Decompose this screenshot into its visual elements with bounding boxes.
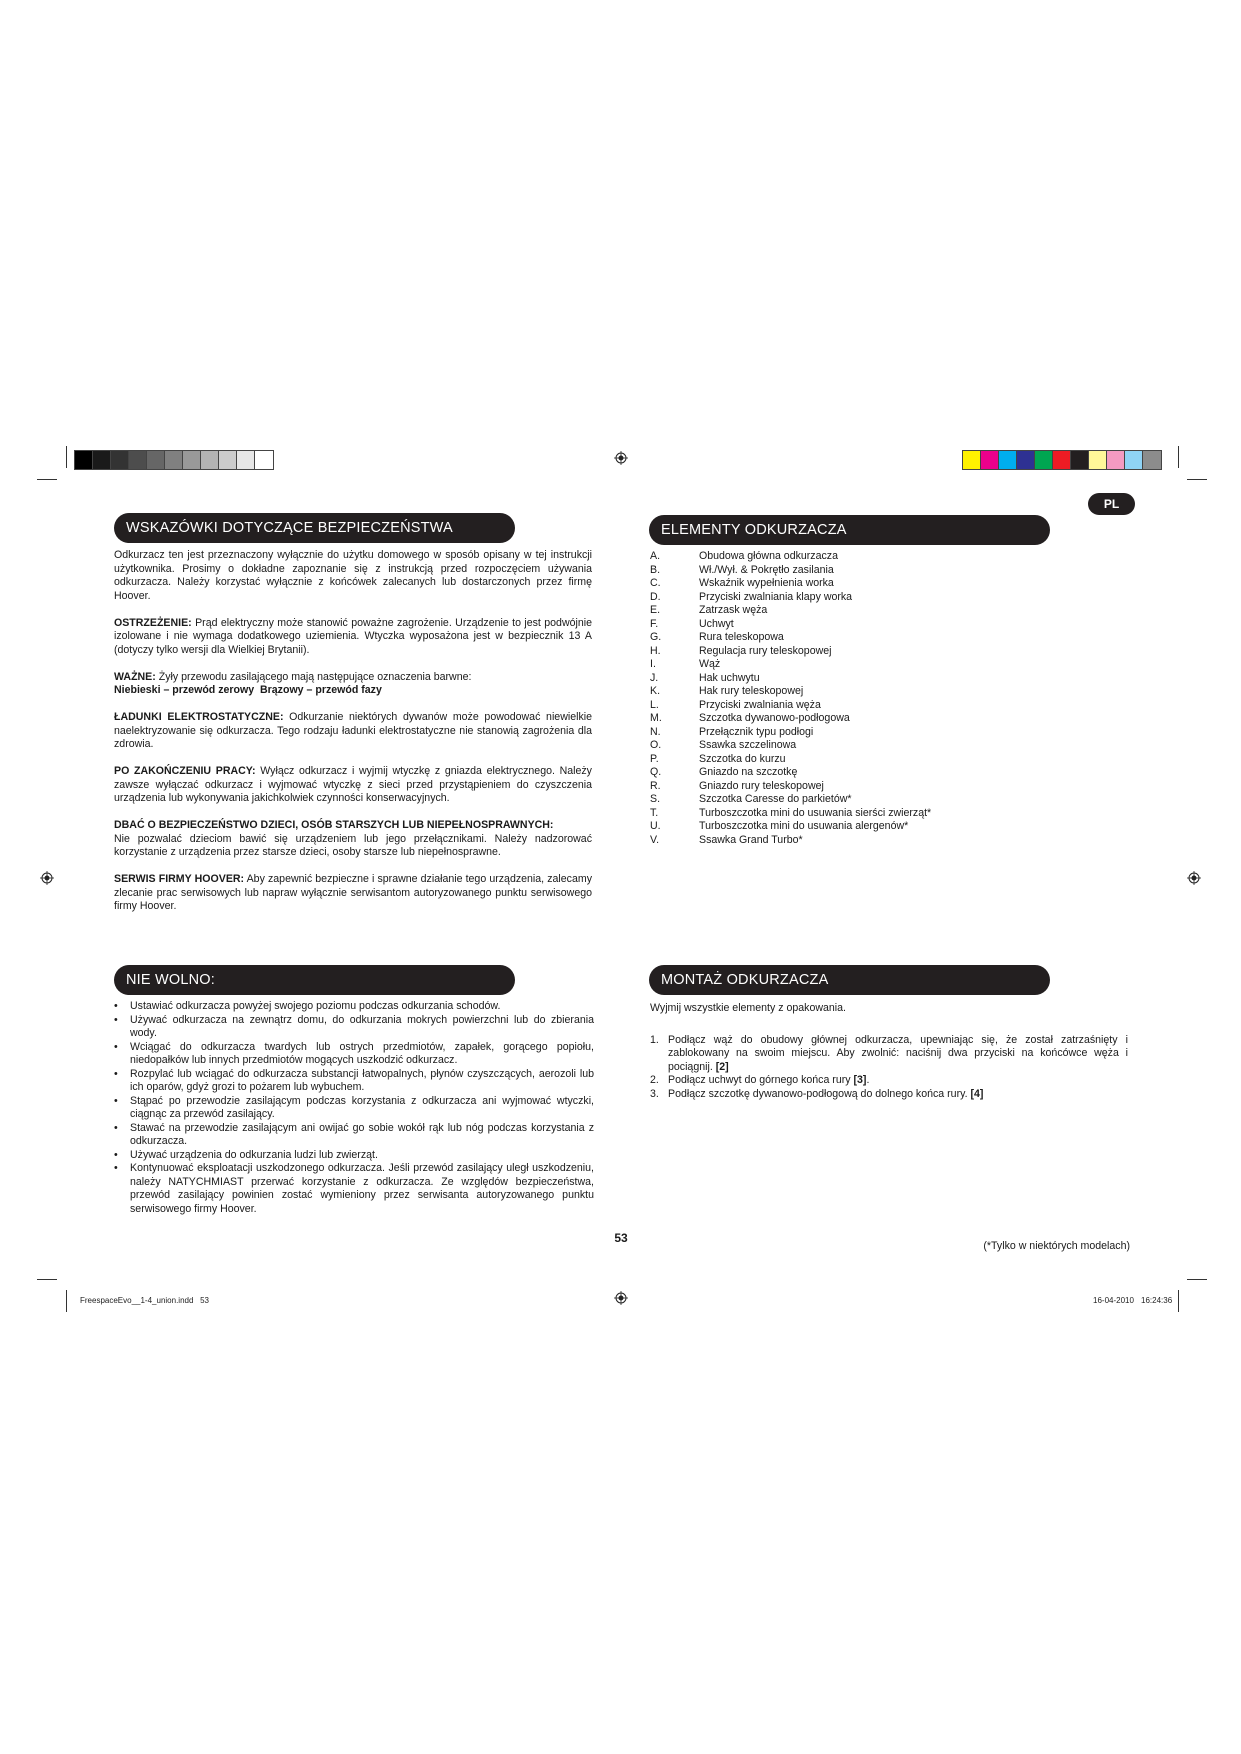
color-swatch <box>981 451 999 469</box>
component-letter: L. <box>650 698 659 711</box>
bullet-icon: • <box>114 1040 118 1053</box>
color-swatch <box>1143 451 1161 469</box>
component-letter: S. <box>650 793 661 805</box>
component-name: Obudowa główna odkurzacza <box>699 550 838 562</box>
crop-mark <box>66 1290 67 1312</box>
component-letter: K. <box>650 685 661 697</box>
component-letter: F. <box>650 617 659 630</box>
components-list <box>650 550 1090 847</box>
figure-reference: [3] <box>853 1074 867 1086</box>
component-item <box>650 577 1090 591</box>
component-name: Hak uchwytu <box>699 671 760 684</box>
component-item <box>650 591 1090 605</box>
component-item <box>650 658 1090 672</box>
color-swatch <box>1035 451 1053 469</box>
component-name: Wł./Wył. & Pokrętło zasilania <box>699 563 834 576</box>
component-item <box>650 753 1090 767</box>
wire-colors: Niebieski – przewód zerowy Brązowy – przewód fazy <box>114 684 382 696</box>
file-info: FreespaceEvo__1-4_union.indd 53 <box>80 1296 209 1305</box>
component-letter: V. <box>650 833 660 846</box>
print-date: 16-04-2010 <box>1093 1296 1134 1305</box>
component-item <box>650 834 1090 848</box>
figure-reference: [4] <box>970 1087 984 1100</box>
forbidden-item <box>114 1149 594 1163</box>
figure-reference: [2] <box>715 1060 729 1073</box>
step-number: 2. <box>650 1074 659 1086</box>
color-swatch <box>999 451 1017 469</box>
component-item <box>650 780 1090 794</box>
component-letter: A. <box>650 550 661 562</box>
component-letter: D. <box>650 590 661 603</box>
forbidden-item <box>114 1162 594 1216</box>
bullet-icon: • <box>114 1013 118 1026</box>
assembly-text <box>650 1002 1128 1101</box>
gray-swatch <box>219 451 237 469</box>
gray-swatch <box>255 451 273 469</box>
component-name: Regulacja rury teleskopowej <box>699 644 832 657</box>
step-tail: . <box>866 1074 870 1086</box>
grayscale-swatch-bar <box>74 450 274 470</box>
bullet-icon: • <box>114 1067 118 1080</box>
component-item <box>650 672 1090 686</box>
component-letter: B. <box>650 563 661 576</box>
forbidden-item-text: Używać urządzenia do odkurzania ludzi lub zwierząt. <box>130 1148 378 1161</box>
color-swatch <box>1125 451 1143 469</box>
forbidden-item <box>114 1068 594 1095</box>
page-number: 53 <box>614 1231 628 1245</box>
bullet-icon: • <box>114 1148 118 1161</box>
component-item <box>650 726 1090 740</box>
component-item <box>650 793 1090 807</box>
forbidden-list <box>114 1000 594 1216</box>
forbidden-item-text: Kontynuować eksploatacji uszkodzonego odkurzacza. Jeśli przewód zasilający uległ uszkodzeniu, należy NATYCHMIAST przerwać korzystanie z odkurzacza. Ze względów bezpieczeństwa, przewód zasilający powinien zostać wymieniony przez serwisanta autoryzowanego punktu serwisowego firmy Hoover. <box>130 1162 594 1215</box>
component-item <box>650 807 1090 821</box>
gray-swatch <box>111 451 129 469</box>
component-item <box>650 685 1090 699</box>
component-letter: G. <box>650 631 662 643</box>
bullet-icon: • <box>114 1162 118 1174</box>
after-use-text: Wyłącz odkurzacz i wyjmij wtyczkę z gniazda elektrycznego. Należy zawsze wyłączać odkurzacz i wyjmować wtyczkę z sieci przed przystąpieniem do czyszczenia urządzenia lub wykonywania jakichkolwiek czynności konserwacyjnych. <box>114 765 592 804</box>
forbidden-item <box>114 1122 594 1149</box>
color-swatch <box>1071 451 1089 469</box>
assembly-step <box>650 1074 1128 1088</box>
component-letter: M. <box>650 712 662 724</box>
component-name: Szczotka do kurzu <box>699 752 786 765</box>
service-paragraph <box>114 873 592 914</box>
component-item <box>650 820 1090 834</box>
color-swatch <box>1053 451 1071 469</box>
gray-swatch <box>201 451 219 469</box>
forbidden-item-text: Stawać na przewodzie zasilającym ani owijać go sobie wokół rąk lub nóg podczas korzystania z odkurzacza. <box>130 1121 594 1147</box>
gray-swatch <box>93 451 111 469</box>
step-body <box>668 1034 1128 1075</box>
model-note: (*Tylko w niektórych modelach) <box>983 1240 1130 1252</box>
components-section-title: ELEMENTY ODKURZACZA <box>649 515 1050 545</box>
children-paragraph <box>114 819 592 860</box>
component-item <box>650 739 1090 753</box>
component-name: Wskaźnik wypełnienia worka <box>699 577 834 589</box>
gray-swatch <box>183 451 201 469</box>
registration-mark-icon <box>40 871 54 885</box>
assembly-section-title: MONTAŻ ODKURZACZA <box>649 965 1050 995</box>
crop-mark <box>1187 1279 1207 1280</box>
forbidden-item-text: Stąpać po przewodzie zasilającym podczas korzystania z odkurzacza ani wyjmować wtyczki, ciągnąc za przewód zasilający. <box>130 1094 594 1120</box>
component-letter: P. <box>650 752 659 765</box>
color-swatch-bar <box>962 450 1162 470</box>
component-letter: R. <box>650 779 661 792</box>
forbidden-item-text: Używać odkurzacza na zewnątrz domu, do odkurzania mokrych powierzchni lub do zbierania wody. <box>130 1013 594 1039</box>
step-body <box>668 1088 983 1102</box>
crop-mark <box>37 1279 57 1280</box>
forbidden-item <box>114 1014 594 1041</box>
safety-section-title: WSKAZÓWKI DOTYCZĄCE BEZPIECZEŃSTWA <box>114 513 515 543</box>
forbidden-item-text: Ustawiać odkurzacza powyżej swojego poziomu podczas odkurzania schodów. <box>130 1000 501 1012</box>
component-letter: N. <box>650 725 661 738</box>
gray-swatch <box>75 451 93 469</box>
warning-label: OSTRZEŻENIE: <box>114 616 192 629</box>
crop-mark <box>1178 1290 1179 1312</box>
component-letter: T. <box>650 806 659 819</box>
children-text: Nie pozwalać dzieciom bawić się urządzeniem lub jego przełącznikami. Należy nadzorować korzystanie z urządzenia przez starsze dzieci, osoby starsze lub niepełnosprawne. <box>114 832 592 858</box>
step-text: Podłącz uchwyt do górnego końca rury <box>668 1074 854 1086</box>
forbidden-item <box>114 1000 594 1014</box>
color-swatch <box>963 451 981 469</box>
assembly-intro: Wyjmij wszystkie elementy z opakowania. <box>650 1002 846 1014</box>
component-item <box>650 712 1090 726</box>
after-use-label: PO ZAKOŃCZENIU PRACY: <box>114 765 256 777</box>
language-badge: PL <box>1088 493 1135 515</box>
component-letter: H. <box>650 644 661 657</box>
component-letter: E. <box>650 604 661 616</box>
step-text: Podłącz szczotkę dywanowo-podłogową do dolnego końca rury. <box>668 1087 971 1100</box>
bullet-icon: • <box>114 1094 118 1107</box>
warning-paragraph <box>114 617 592 658</box>
crop-mark <box>66 446 67 468</box>
gray-swatch <box>147 451 165 469</box>
safety-text <box>114 549 592 927</box>
component-name: Uchwyt <box>699 617 734 630</box>
component-item <box>650 604 1090 618</box>
color-swatch <box>1089 451 1107 469</box>
component-item <box>650 645 1090 659</box>
crop-mark <box>1187 479 1207 480</box>
after-use-paragraph <box>114 765 592 806</box>
component-name: Hak rury teleskopowej <box>699 685 804 697</box>
component-name: Ssawka Grand Turbo* <box>699 833 803 846</box>
gray-swatch <box>165 451 183 469</box>
component-item <box>650 699 1090 713</box>
crop-mark <box>1178 446 1179 468</box>
color-swatch <box>1017 451 1035 469</box>
component-letter: Q. <box>650 766 662 778</box>
component-name: Wąż <box>699 658 721 670</box>
component-name: Szczotka Caresse do parkietów* <box>699 793 852 805</box>
static-label: ŁADUNKI ELEKTROSTATYCZNE: <box>114 711 284 723</box>
service-label: SERWIS FIRMY HOOVER: <box>114 873 245 885</box>
forbidden-item <box>114 1095 594 1122</box>
gray-swatch <box>237 451 255 469</box>
component-letter: O. <box>650 739 662 751</box>
component-name: Ssawka szczelinowa <box>699 739 797 751</box>
assembly-step <box>650 1034 1128 1075</box>
component-name: Gniazdo na szczotkę <box>699 766 798 778</box>
step-number: 3. <box>650 1087 659 1100</box>
forbidden-item-text: Wciągać do odkurzacza twardych lub ostrych przedmiotów, zapałek, gorącego popiołu, niedopałków lub innych przedmiotów mogących uszkodzić odkurzacz. <box>130 1040 594 1066</box>
step-body <box>668 1074 869 1088</box>
component-name: Rura teleskopowa <box>699 631 784 643</box>
component-letter: I. <box>650 658 656 670</box>
bullet-icon: • <box>114 1000 118 1012</box>
gray-swatch <box>129 451 147 469</box>
safety-intro: Odkurzacz ten jest przeznaczony wyłącznie do użytku domowego w sposób opisany w tej instrukcji użytkownika. Prosimy o dokładne zapoznanie się z instrukcją przed rozpoczęciem używania odkurzacza. Należy korzystać wyłącznie z końcówek zalecanych lub dostarczonych przez firmę Hoover. <box>114 549 592 602</box>
component-name: Gniazdo rury teleskopowej <box>699 779 824 792</box>
important-text: Żyły przewodu zasilającego mają następujące oznaczenia barwne: <box>155 670 472 683</box>
forbidden-section-title: NIE WOLNO: <box>114 965 515 995</box>
component-item <box>650 564 1090 578</box>
service-text: Aby zapewnić bezpieczne i sprawne działanie tego urządzenia, zalecamy zlecanie prac serwisowych lub napraw wyłącznie serwisantom autoryzowanego punktu serwisowego firmy Hoover. <box>114 873 592 912</box>
component-letter: C. <box>650 577 661 589</box>
forbidden-item <box>114 1041 594 1068</box>
component-name: Turboszczotka mini do usuwania alergenów* <box>699 820 909 832</box>
step-number: 1. <box>650 1033 659 1046</box>
crop-mark <box>37 479 57 480</box>
component-name: Szczotka dywanowo-podłogowa <box>699 712 850 724</box>
registration-mark-icon <box>614 1291 628 1305</box>
important-label: WAŻNE: <box>114 670 156 683</box>
important-paragraph <box>114 671 592 698</box>
print-time: 16:24:36 <box>1141 1296 1173 1305</box>
static-text: Odkurzanie niektórych dywanów może powodować niewielkie naelektryzowanie się odkurzacza. Tego rodzaju ładunki elektrostatyczne nie stanowią zagrożenia dla zdrowia. <box>114 711 592 750</box>
component-item <box>650 550 1090 564</box>
children-label: DBAĆ O BEZPIECZEŃSTWO DZIECI, OSÓB STARSZYCH LUB NIEPEŁNOSPRAWNYCH: <box>114 819 554 831</box>
bullet-icon: • <box>114 1121 118 1134</box>
step-text: Podłącz wąż do obudowy głównej odkurzacza, upewniając się, że został zatrzaśnięty i zablokowany na swoim miejscu. Aby zwolnić: naciśnij dwa przyciski na końcówce węża i pociągnij. <box>668 1033 1128 1073</box>
component-name: Przyciski zwalniania węża <box>699 698 821 711</box>
component-letter: U. <box>650 820 661 832</box>
assembly-step <box>650 1088 1128 1102</box>
component-name: Przyciski zwalniania klapy worka <box>699 590 853 603</box>
component-letter: J. <box>650 671 659 684</box>
forbidden-item-text: Rozpylać lub wciągać do odkurzacza substancji łatwopalnych, płynów czyszczących, aerozoli lub ich oparów, gdyż grozi to pożarem lub wybuchem. <box>130 1067 594 1093</box>
component-name: Turboszczotka mini do usuwania sierści zwierząt* <box>699 806 932 819</box>
color-swatch <box>1107 451 1125 469</box>
component-name: Przełącznik typu podłogi <box>699 725 814 738</box>
registration-mark-icon <box>1187 871 1201 885</box>
component-item <box>650 618 1090 632</box>
registration-mark-icon <box>614 451 628 465</box>
component-item <box>650 631 1090 645</box>
component-name: Zatrzask węża <box>699 604 768 616</box>
component-item <box>650 766 1090 780</box>
static-paragraph <box>114 711 592 752</box>
assembly-steps <box>650 1034 1128 1102</box>
warning-text: Prąd elektryczny może stanowić poważne zagrożenie. Urządzenie to jest podwójnie izolowane i nie wymaga dodatkowego uziemienia. Wtyczka wyposażona jest w bezpiecznik 13 A (dotyczy tylko wersji dla Wielkiej Brytanii). <box>114 616 592 656</box>
